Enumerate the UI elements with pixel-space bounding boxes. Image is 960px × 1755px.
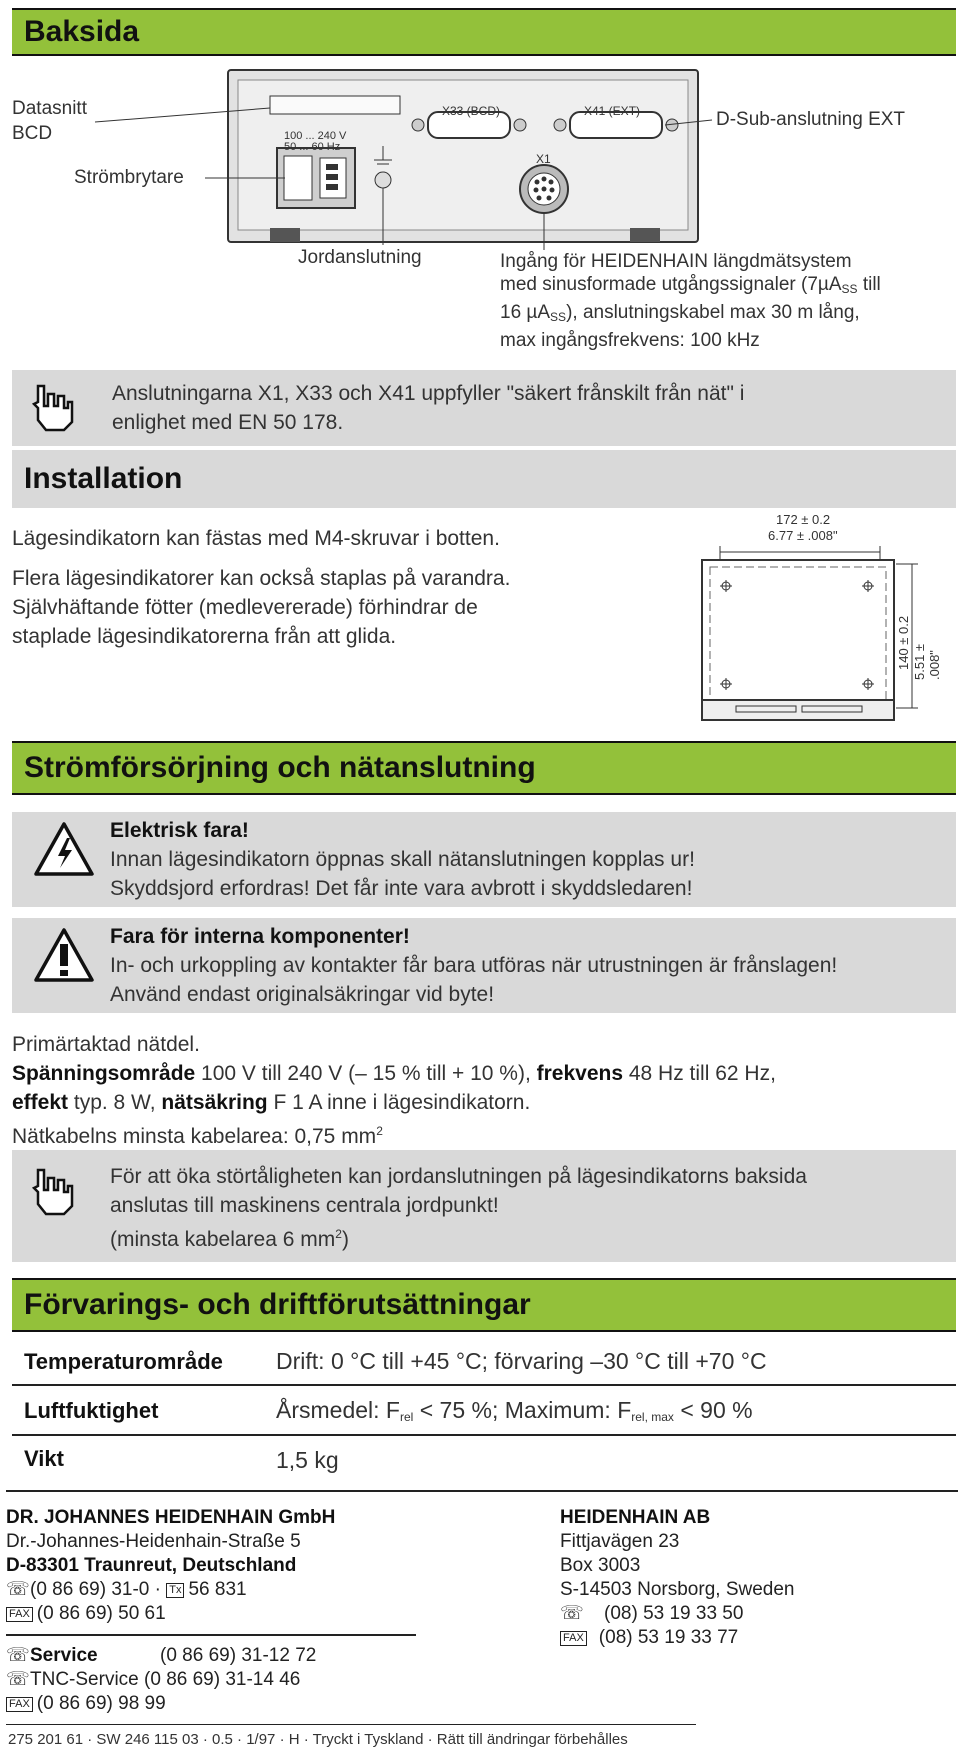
footer-divider: [6, 1634, 416, 1636]
label-dsub-ext: D-Sub-anslutning EXT: [716, 109, 906, 130]
x41-label: X41 (EXT): [584, 104, 641, 118]
device-voltage-label: 100 ... 240 V: [284, 130, 347, 142]
env-value-temperature: Drift: 0 °C till +45 °C; förvaring –30 °C till +70 °C: [276, 1348, 767, 1374]
warning-text: Använd endast originalsäkringar vid byte!: [110, 983, 495, 1006]
installation-text-stack: Flera lägesindikatorer kan också staplas på varandra. Självhäftande fötter (medlevererade) förhindrar de staplade lägesindikatorerna från att glida.: [12, 567, 511, 648]
section-heading-baksida: [12, 8, 956, 56]
env-divider: [12, 1434, 956, 1436]
note-text: Anslutningarna X1, X33 och X41 uppfyller "säkert frånskilt från nät" i enlighet med EN 50 178.: [112, 382, 745, 434]
footer-address-germany: DR. JOHANNES HEIDENHAIN GmbH Dr.-Johannes-Heidenhain-Straße 5 D-83301 Traunreut, Deutschland ☏(0 86 69) 31-0 · Tx 56 831 FAX (0 86 69) 50 61: [6, 1507, 336, 1624]
section-title: Baksida: [24, 15, 140, 48]
telephone-icon: ☏: [6, 1645, 30, 1666]
env-label-weight: Vikt: [24, 1446, 64, 1471]
warning-text: Innan lägesindikatorn öppnas skall nätanslutningen kopplas ur!: [110, 848, 695, 871]
fax-icon: FAX: [6, 1607, 33, 1622]
power-spec-text: Primärtaktad nätdel. Spänningsområde 100 V till 240 V (– 15 % till + 10 %), frekvens 48 Hz till 62 Hz, effekt typ. 8 W, nätsäkring F 1 A inne i lägesindikatorn. Nätkabelns minsta kabelarea: 0,75 $mm^2$: [12, 1033, 776, 1148]
back-panel-diagram: [0, 60, 960, 250]
device-frequency-label: 50 ... 60 Hz: [284, 141, 341, 153]
warning-electrical: [12, 812, 956, 907]
footer-bottom-rule: [6, 1724, 696, 1725]
fax-icon: FAX: [560, 1631, 587, 1646]
section-heading-environment: Förvarings- och driftförutsättningar: [12, 1278, 956, 1332]
footer-service-block: ☏Service (0 86 69) 31-12 72 ☏TNC-Service (0 86 69) 31-14 46 FAX (0 86 69) 98 99: [6, 1645, 317, 1714]
installation-text-mount: Lägesindikatorn kan fästas med M4-skruvar i botten.: [12, 527, 500, 550]
dim-height-in: 5.51 ± .008": [912, 643, 942, 680]
note-ground-connection: För att öka störtåligheten kan jordanslutningen på lägesindikatorns baksida anslutas till maskinens centrala jordpunkt! (minsta kabelarea 6 $mm^2$): [12, 1150, 956, 1262]
warning-text: In- och urkoppling av kontakter får bara utföras när utrustningen är frånslagen!: [110, 954, 838, 977]
env-value-humidity: Årsmedel: $F_{rel} < 75$ %; Maximum: $F_{rel, max} < 90$ %: [276, 1397, 753, 1424]
env-value-weight: 1,5 kg: [276, 1447, 339, 1473]
note-safe-isolation: [12, 370, 956, 446]
dim-height-mm: 140 ± 0.2: [896, 615, 911, 670]
env-label-humidity: Luftfuktighet: [24, 1398, 159, 1423]
label-bcd-interface: Datasnitt BCD: [12, 98, 87, 144]
dimension-drawing: [690, 510, 950, 730]
section-heading-power: Strömförsörjning och nätanslutning: [12, 741, 956, 795]
telephone-icon: ☏: [6, 1669, 30, 1690]
env-label-temperature: Temperaturområde: [24, 1349, 223, 1374]
env-divider: [12, 1384, 956, 1386]
lightning-warning-icon: [32, 820, 96, 878]
dim-width-in: 6.77 ± .008": [768, 528, 838, 543]
warning-text: Skyddsjord erfordras! Det får inte vara avbrott i skyddsledaren!: [110, 877, 693, 900]
warning-title: Elektrisk fara!: [110, 819, 249, 842]
fax-icon: FAX: [6, 1697, 33, 1712]
telephone-icon: ☏: [6, 1579, 30, 1600]
exclamation-warning-icon: [32, 926, 96, 984]
hand-pointing-icon: [32, 1166, 76, 1218]
label-ground: Jordanslutning: [298, 247, 422, 268]
hand-pointing-icon: [32, 382, 76, 434]
x1-label: X1: [536, 152, 551, 166]
section-heading-installation: Installation: [12, 450, 956, 508]
env-divider: [6, 1490, 958, 1492]
label-encoder-input: Ingång för HEIDENHAIN längdmätsystem med sinusformade utgångssignaler (7µA$_{SS}$ till 16 µA$_{SS}$), anslutningskabel max 30 m lång, max ingångsfrekvens: 100 kHz: [500, 251, 881, 351]
label-power-switch: Strömbrytare: [74, 167, 184, 188]
telephone-icon: ☏: [560, 1603, 584, 1624]
warning-title: Fara för interna komponenter!: [110, 925, 410, 948]
document-reference-line: 275 201 61 · SW 246 115 03 · 0.5 · 1/97 · H · Tryckt i Tyskland · Rätt till ändringar förbehålles: [8, 1731, 628, 1748]
telex-icon: Tx: [166, 1583, 184, 1598]
footer-address-sweden: HEIDENHAIN AB Fittjavägen 23 Box 3003 S-14503 Norsborg, Sweden ☏ (08) 53 19 33 50 FAX (08) 53 19 33 77: [560, 1507, 795, 1648]
warning-components: [12, 918, 956, 1013]
dim-width-mm: 172 ± 0.2: [776, 512, 831, 527]
x33-label: X33 (BCD): [442, 104, 501, 118]
